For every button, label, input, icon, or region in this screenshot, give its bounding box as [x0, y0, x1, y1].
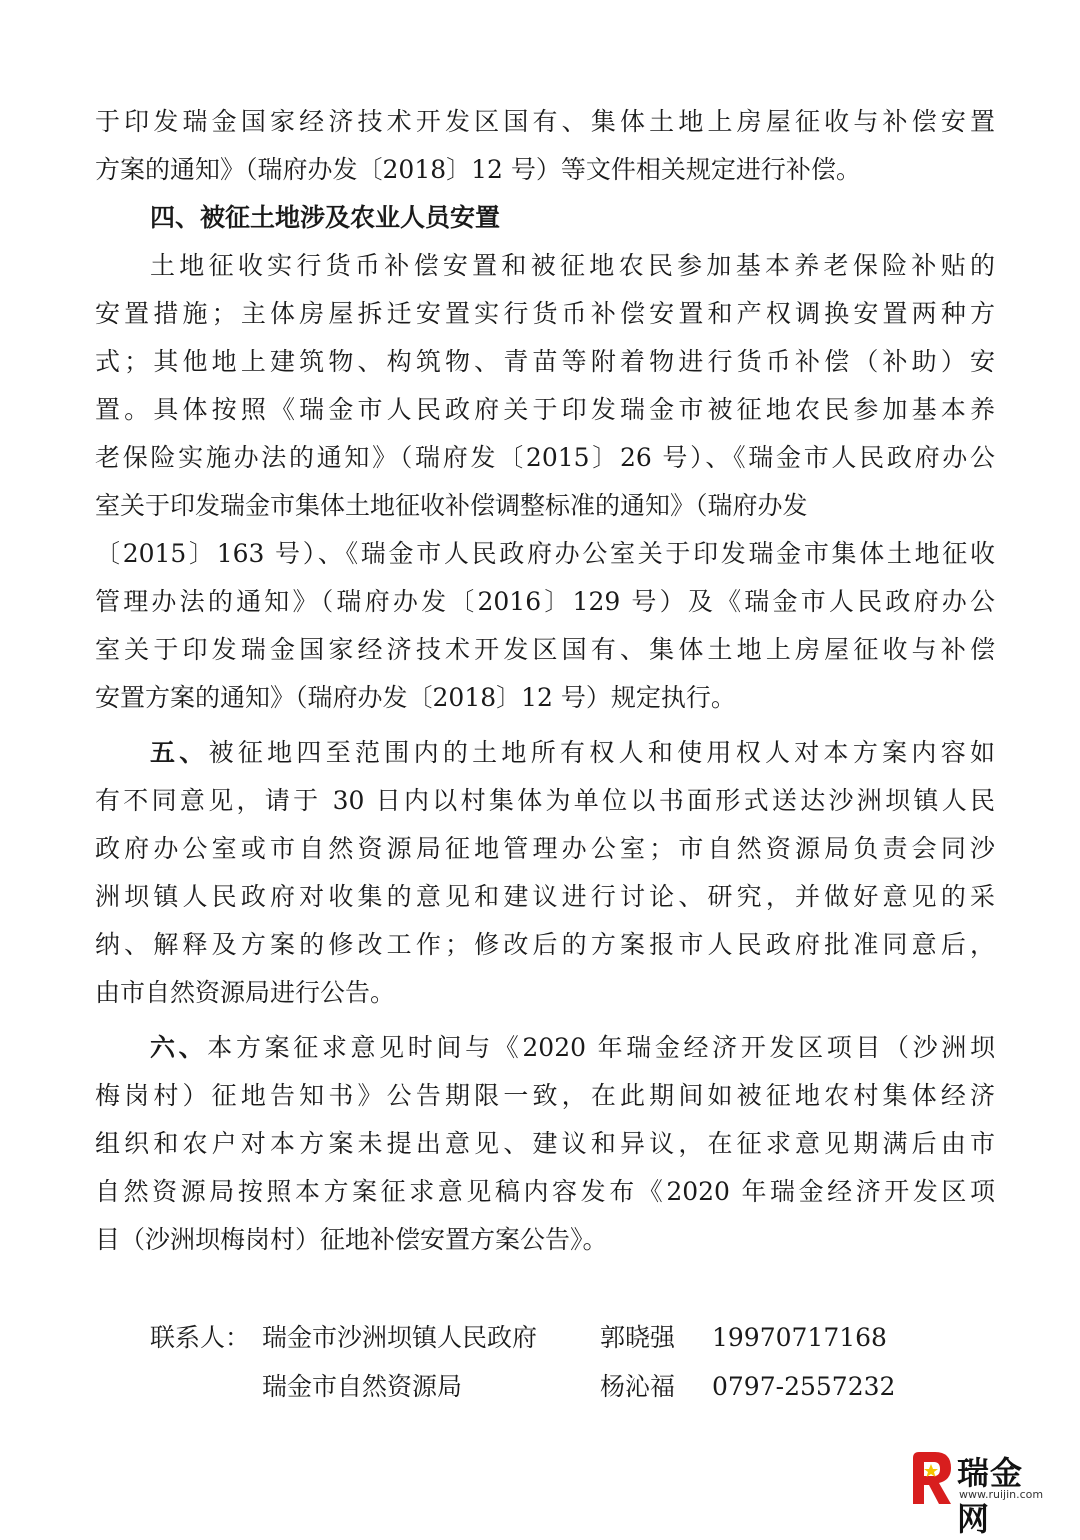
section-text: 被征地四至范围内的土地所有权人和使用权人对本方案内容如	[208, 738, 995, 767]
body-line: 纳、解释及方案的修改工作；修改后的方案报市人民政府批准同意后，	[95, 930, 995, 959]
body-line: 安置措施；主体房屋拆迁安置实行货币补偿安置和产权调换安置两种方	[95, 299, 995, 328]
body-line: 自然资源局按照本方案征求意见稿内容发布《2020 年瑞金经济开发区项	[95, 1177, 995, 1206]
contact-person: 郭晓强	[600, 1323, 676, 1352]
body-line: 老保险实施办法的通知》（瑞府发〔2015〕26 号）、《瑞金市人民政府办公	[95, 443, 995, 472]
body-line: 室关于印发瑞金国家经济技术开发区国有、集体土地上房屋征收与补偿	[95, 635, 995, 664]
body-line: 组织和农户对本方案未提出意见、建议和异议，在征求意见期满后由市	[95, 1129, 995, 1158]
body-line: 由市自然资源局进行公告。	[95, 978, 396, 1007]
body-line: 置。具体按照《瑞金市人民政府关于印发瑞金市被征地农民参加基本养	[95, 395, 995, 424]
section-number: 六、	[150, 1033, 208, 1062]
section-text: 本方案征求意见时间与《2020 年瑞金经济开发区项目（沙洲坝	[207, 1033, 995, 1062]
body-line: 政府办公室或市自然资源局征地管理办公室；市自然资源局负责会同沙	[95, 834, 995, 863]
section-heading: 四、被征土地涉及农业人员安置	[150, 203, 501, 232]
section-first-line	[150, 1033, 995, 1063]
body-line: 梅岗村）征地告知书》公告期限一致，在此期间如被征地农村集体经济	[95, 1081, 995, 1110]
body-line: 室关于印发瑞金市集体土地征收补偿调整标准的通知》（瑞府办发	[95, 491, 808, 520]
contact-person: 杨沁福	[600, 1372, 676, 1401]
body-line: 目（沙洲坝梅岗村）征地补偿安置方案公告》。	[95, 1225, 608, 1254]
body-line: 式；其他地上建筑物、构筑物、青苗等附着物进行货币补偿（补助）安	[95, 347, 995, 376]
body-line: 于印发瑞金国家经济技术开发区国有、集体土地上房屋征收与补偿安置	[95, 107, 995, 136]
body-line: 有不同意见，请于 30 日内以村集体为单位以书面形式送达沙洲坝镇人民	[95, 786, 995, 815]
contact-org: 瑞金市自然资源局	[262, 1372, 463, 1401]
contact-org: 瑞金市沙洲坝镇人民政府	[262, 1323, 538, 1352]
section-first-line	[150, 738, 995, 768]
body-line: 〔2015〕163 号）、《瑞金市人民政府办公室关于印发瑞金市集体土地征收	[95, 539, 995, 568]
contact-label: 联系人：	[150, 1323, 251, 1352]
site-watermark-logo	[905, 1448, 1055, 1538]
body-line: 土地征收实行货币补偿安置和被征地农民参加基本养老保险补贴的	[150, 251, 995, 280]
body-line: 洲坝镇人民政府对收集的意见和建议进行讨论、研究，并做好意见的采	[95, 882, 995, 911]
contact-phone: 0797-2557232	[712, 1372, 896, 1401]
watermark-text: 瑞金网	[957, 1454, 1024, 1538]
body-line: 方案的通知》（瑞府办发〔2018〕12 号）等文件相关规定进行补偿。	[95, 155, 861, 184]
ruijin-logo-icon	[905, 1448, 957, 1508]
body-line: 管理办法的通知》（瑞府办发〔2016〕129 号）及《瑞金市人民政府办公	[95, 587, 995, 616]
body-line: 安置方案的通知》（瑞府办发〔2018〕12 号）规定执行。	[95, 683, 736, 712]
contact-phone: 19970717168	[712, 1323, 887, 1352]
watermark-url: www.ruijin.com	[959, 1488, 1044, 1501]
section-number: 五、	[150, 738, 209, 767]
